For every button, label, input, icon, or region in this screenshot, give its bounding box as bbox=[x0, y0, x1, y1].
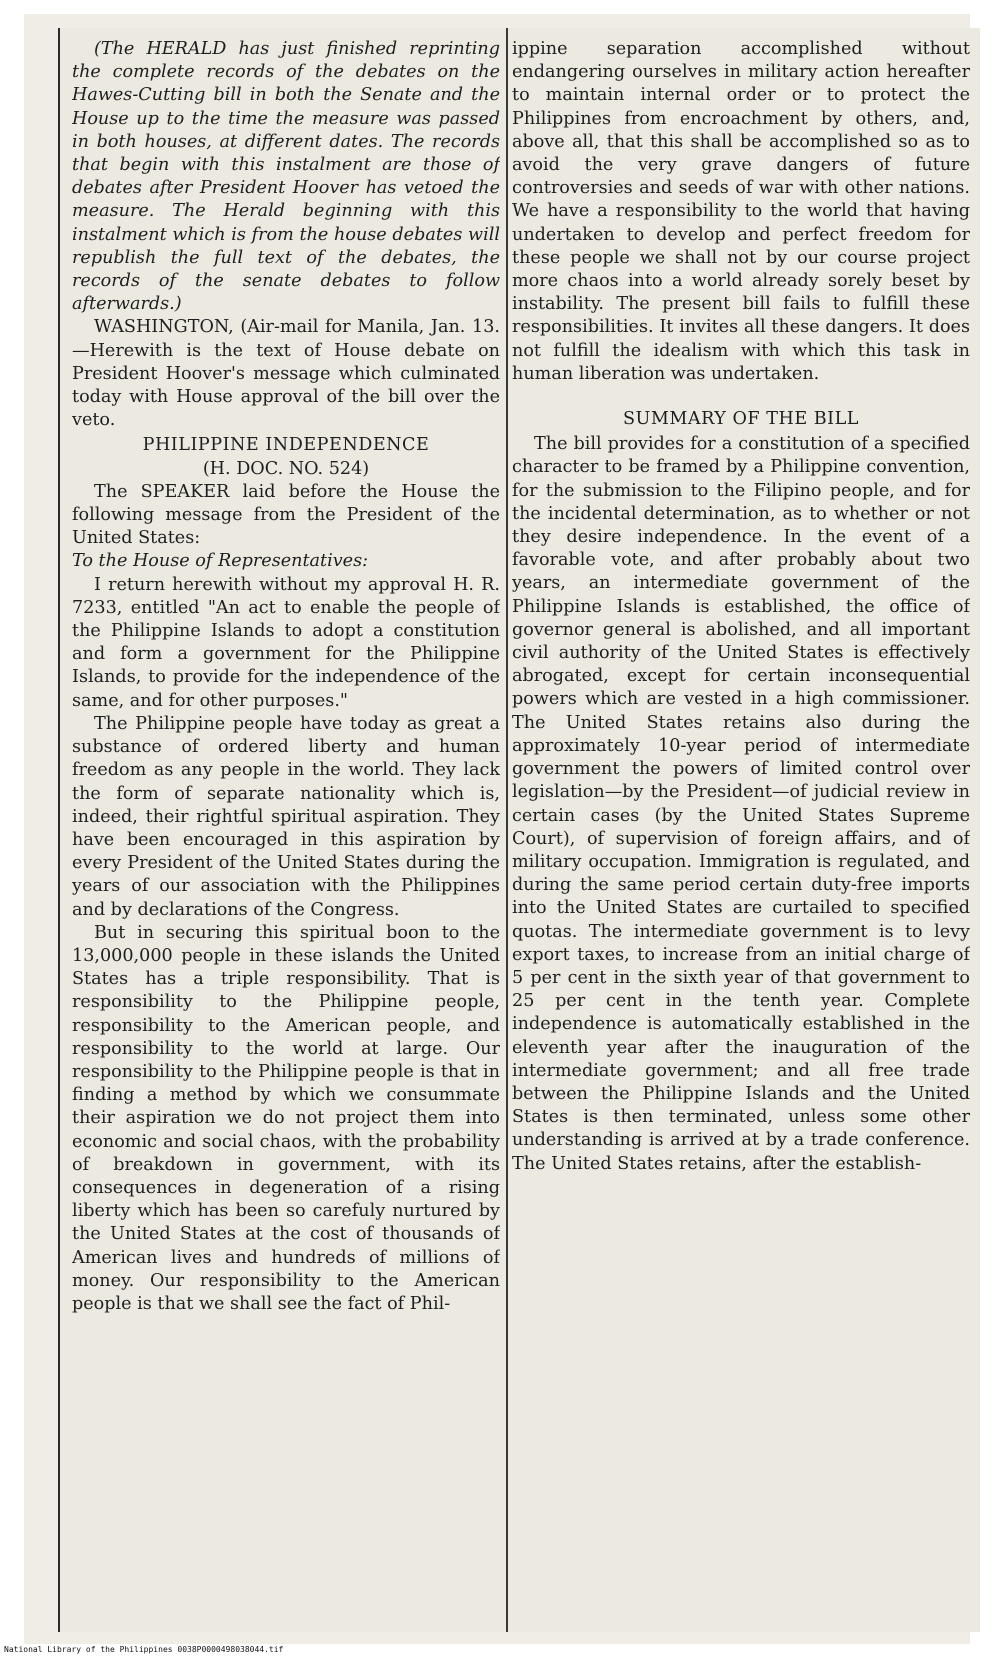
newspaper-clipping bbox=[58, 28, 980, 1632]
continued-paragraph: ippine separation accomplished without endangering ourselves in military action hereafter to maintain internal order or to protect the Philippines from encroachment by others, and, above all, that this shall be accomplished so as to avoid the very grave dangers of future controversies and seeds of war with other nations. We have a responsibility to the world that having undertaken to develop and perfect freedom for these people we shall not by our course project more chaos into a world already sorely beset by instability. The present bill fails to fulfill these responsibilities. It invites all these dangers. It does not fulfill the idealism with which this task in human liberation was undertaken. bbox=[512, 39, 970, 384]
body-paragraph: But in securing this spiritual boon to the 13,000,000 people in these islands the United States has a triple responsibility. That is responsibility to the Philippine people, responsibility to the American people, and responsibility to the world at large. Our responsibility to the Philippine people is that in finding a method by which we consummate their aspiration we do not project them into economic and social chaos, with the probability of breakdown in government, with its consequences in degeneration of a rising liberty which has been so carefuly nurtured by the United States at the cost of thousands of American lives and hundreds of millions of money. Our responsibility to the American people is that we shall see the fact of Phil- bbox=[72, 922, 500, 1314]
left-column bbox=[72, 38, 500, 1628]
article-heading: PHILIPPINE INDEPENDENCE bbox=[142, 435, 430, 456]
column-divider bbox=[506, 28, 508, 1632]
dateline: WASHINGTON, (Air-mail for Manila, Jan. 13.—Herewith is the text of House debate on President Hoover's message which culminated today with House approval of the bill over the veto. bbox=[72, 317, 500, 431]
addressee: To the House of Representatives: bbox=[72, 551, 369, 572]
summary-paragraph: The bill provides for a constitution of a specified character to be framed by a Philippine convention, for the submission to the Filipino people, and for the incidental determination, as to whether or not they desire independence. In the event of a favorable vote, and after probably about two years, an intermediate government of the Philippine Islands is established, the office of governor general is abolished, and all important civil authority of the United States is effectively abrogated, except for certain inconsequential powers which are vested in a high commissioner. The United States retains also during the approximately 10-year period of intermediate government the powers of limited control over legislation—by the President—of judicial review in certain cases (by the United States Supreme Court), of supervision of foreign affairs, and of military occupation. Immigration is regulated, and during the same period certain duty-free imports into the United States are curtailed to specified quotas. The intermediate government is to levy export taxes, to increase from an initial charge of 5 per cent in the sixth year of that government to 25 per cent in the tenth year. Complete independence is automatically established in the eleventh year after the inauguration of the intermediate government; and all free trade between the Philippine Islands and the United States is then terminated, unless some other understanding is arrived at by a trade conference. The United States retains, after the establish- bbox=[512, 434, 970, 1174]
intro-paragraph: The SPEAKER laid before the House the following message from the President of the United States: bbox=[72, 481, 500, 549]
document-number: (H. DOC. NO. 524) bbox=[202, 458, 370, 479]
body-paragraph: The Philippine people have today as great a substance of ordered liberty and human freedom as any people in the world. They lack the form of separate nationality which is, indeed, their rightful spiritual aspiration. They have been encouraged in this aspiration by every President of the United States during the years of our association with the Philippines and by declarations of the Congress. bbox=[72, 713, 500, 920]
editor-note: (The HERALD has just finished reprinting the complete records of the debates on the Hawes-Cutting bill in both the Senate and the House up to the time the measure was passed in both houses, at different dates. The records that begin with this instalment are those of debates after President Hoover has vetoed the measure. The Herald beginning with this instalment which is from the house debates will republish the full text of the debates, the records of the senate debates to follow afterwards.) bbox=[72, 39, 500, 315]
body-paragraph: I return herewith without my approval H. R. 7233, entitled "An act to enable the people of the Philippine Islands to adopt a constitution and form a government for the Philippine Islands, to provide for the independence of the same, and for other purposes." bbox=[72, 574, 500, 711]
section-heading: SUMMARY OF THE BILL bbox=[622, 409, 859, 430]
right-column bbox=[512, 38, 970, 1628]
scan-footer: National Library of the Philippines 0038P0000498038044.tif bbox=[4, 1645, 284, 1654]
